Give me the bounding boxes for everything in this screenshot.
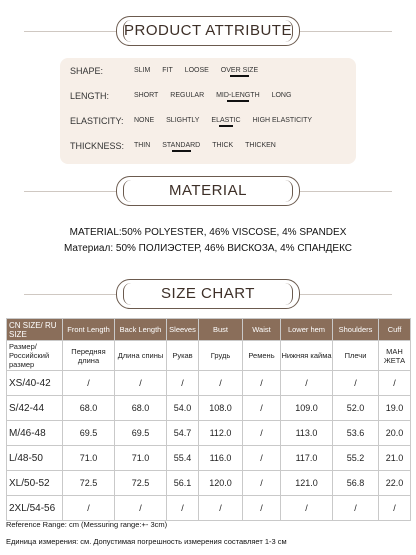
table-cell: Рукав — [167, 341, 199, 371]
attr-label: THICKNESS: — [70, 141, 125, 151]
table-cell: 54.7 — [167, 421, 199, 446]
attr-option: REGULAR — [170, 91, 205, 99]
attr-option: SHORT — [133, 91, 159, 99]
table-cell: 56.8 — [333, 471, 379, 496]
attr-row-elasticity — [70, 116, 322, 130]
material-text-ru: Материал: 50% ПОЛИЭСТЕР, 46% ВИСКОЗА, 4% СПАНДЕКС — [63, 243, 353, 254]
table-cell: / — [115, 496, 167, 521]
table-cell: / — [199, 371, 243, 396]
table-row — [7, 421, 411, 446]
table-cell: Cuff — [379, 319, 411, 341]
table-row — [7, 496, 411, 521]
size-cell: M/46-48 — [7, 421, 63, 446]
table-cell: Back Length — [115, 319, 167, 341]
table-cell: 53.6 — [333, 421, 379, 446]
table-row — [7, 446, 411, 471]
table-cell: / — [281, 371, 333, 396]
table-cell: 54.0 — [167, 396, 199, 421]
table-cell: / — [243, 471, 281, 496]
table-cell: / — [379, 496, 411, 521]
size-cell: Размер/ Российский размер — [7, 341, 63, 371]
table-cell: 69.5 — [63, 421, 115, 446]
table-cell: Нижняя кайма — [281, 341, 333, 371]
table-cell: / — [243, 496, 281, 521]
material-header — [0, 176, 416, 206]
attr-option-selected: ELASTIC — [211, 116, 241, 124]
attr-option: SLIM — [133, 66, 151, 74]
table-cell: 71.0 — [115, 446, 167, 471]
attr-row-length — [70, 91, 301, 105]
table-cell: 68.0 — [63, 396, 115, 421]
table-cell: Грудь — [199, 341, 243, 371]
table-cell: 72.5 — [63, 471, 115, 496]
table-cell: 22.0 — [379, 471, 411, 496]
table-cell: 52.0 — [333, 396, 379, 421]
section-title-product-attribute: PRODUCT ATTRIBUTE — [116, 16, 300, 46]
attr-option: THICKEN — [245, 141, 276, 149]
table-cell: 19.0 — [379, 396, 411, 421]
attr-option: THICK — [212, 141, 234, 149]
attr-label: SHAPE: — [70, 66, 104, 76]
size-cell: 2XL/54-56 — [7, 496, 63, 521]
footnote-ru: Единица измерения: см. Допустимая погрешность измерения составляет 1-3 см — [6, 537, 287, 546]
attr-option-selected: STANDARD — [162, 141, 201, 149]
table-cell: / — [281, 496, 333, 521]
table-cell: 117.0 — [281, 446, 333, 471]
divider-left — [24, 191, 116, 192]
table-cell: 21.0 — [379, 446, 411, 471]
attr-label: LENGTH: — [70, 91, 110, 101]
size-cell: S/42-44 — [7, 396, 63, 421]
divider-left — [24, 294, 116, 295]
table-cell: 56.1 — [167, 471, 199, 496]
attr-option-selected: MID-LENGTH — [216, 91, 260, 99]
attr-option: LONG — [271, 91, 292, 99]
attribute-card — [60, 58, 356, 164]
attr-row-thickness — [70, 141, 286, 155]
divider-left — [24, 31, 116, 32]
size-cell: L/48-50 — [7, 446, 63, 471]
divider-right — [300, 191, 392, 192]
table-row — [7, 371, 411, 396]
table-cell: / — [63, 371, 115, 396]
table-cell: / — [199, 496, 243, 521]
section-title-material: MATERIAL — [116, 176, 300, 206]
table-cell: 55.4 — [167, 446, 199, 471]
attr-option: LOOSE — [184, 66, 209, 74]
table-cell: Shoulders — [333, 319, 379, 341]
divider-right — [300, 31, 392, 32]
attr-option: SLIGHTLY — [166, 116, 200, 124]
table-cell: 68.0 — [115, 396, 167, 421]
table-cell: 69.5 — [115, 421, 167, 446]
table-cell: Плечи — [333, 341, 379, 371]
table-row — [7, 396, 411, 421]
table-cell: Waist — [243, 319, 281, 341]
table-cell: 72.5 — [115, 471, 167, 496]
size-table — [6, 318, 411, 521]
table-cell: / — [333, 496, 379, 521]
table-cell: 112.0 — [199, 421, 243, 446]
table-cell: 109.0 — [281, 396, 333, 421]
table-row — [7, 471, 411, 496]
divider-right — [300, 294, 392, 295]
table-cell: / — [63, 496, 115, 521]
attr-option: THIN — [133, 141, 151, 149]
attr-option: HIGH ELASTICITY — [252, 116, 313, 124]
table-cell: 20.0 — [379, 421, 411, 446]
attr-option-selected: OVER SIZE — [220, 66, 259, 74]
size-cell: XL/50-52 — [7, 471, 63, 496]
size-cell: XS/40-42 — [7, 371, 63, 396]
table-cell: / — [243, 396, 281, 421]
table-cell: МАН ЖЕТА — [379, 341, 411, 371]
table-cell: / — [115, 371, 167, 396]
table-cell: Передняя длина — [63, 341, 115, 371]
table-cell: 108.0 — [199, 396, 243, 421]
table-cell: / — [243, 446, 281, 471]
table-cell: 55.2 — [333, 446, 379, 471]
size-cell: CN SIZE/ RU SIZE — [7, 319, 63, 341]
table-cell: 121.0 — [281, 471, 333, 496]
table-cell: / — [379, 371, 411, 396]
table-cell: Длина спины — [115, 341, 167, 371]
table-cell: Ремень — [243, 341, 281, 371]
product-attribute-header — [0, 16, 416, 46]
attr-option: NONE — [133, 116, 155, 124]
table-header-row-ru — [7, 341, 411, 371]
table-cell: / — [167, 371, 199, 396]
attr-label: ELASTICITY: — [70, 116, 124, 126]
table-cell: Front Length — [63, 319, 115, 341]
table-cell: / — [243, 421, 281, 446]
table-cell: / — [243, 371, 281, 396]
attr-row-shape — [70, 66, 268, 80]
table-cell: 116.0 — [199, 446, 243, 471]
table-cell: 71.0 — [63, 446, 115, 471]
footnote-en: Reference Range: cm (Messuring range:+- 3cm) — [6, 520, 168, 529]
attr-option: FIT — [162, 66, 173, 74]
table-cell: Sleeves — [167, 319, 199, 341]
table-cell: 113.0 — [281, 421, 333, 446]
table-cell: Bust — [199, 319, 243, 341]
table-cell: Lower hem — [281, 319, 333, 341]
section-title-size-chart: SIZE CHART — [116, 279, 300, 309]
table-cell: / — [167, 496, 199, 521]
material-text-en: MATERIAL:50% POLYESTER, 46% VISCOSE, 4% SPANDEX — [69, 227, 347, 238]
table-cell: 120.0 — [199, 471, 243, 496]
table-cell: / — [333, 371, 379, 396]
size-chart-header — [0, 279, 416, 309]
table-header-row — [7, 319, 411, 341]
